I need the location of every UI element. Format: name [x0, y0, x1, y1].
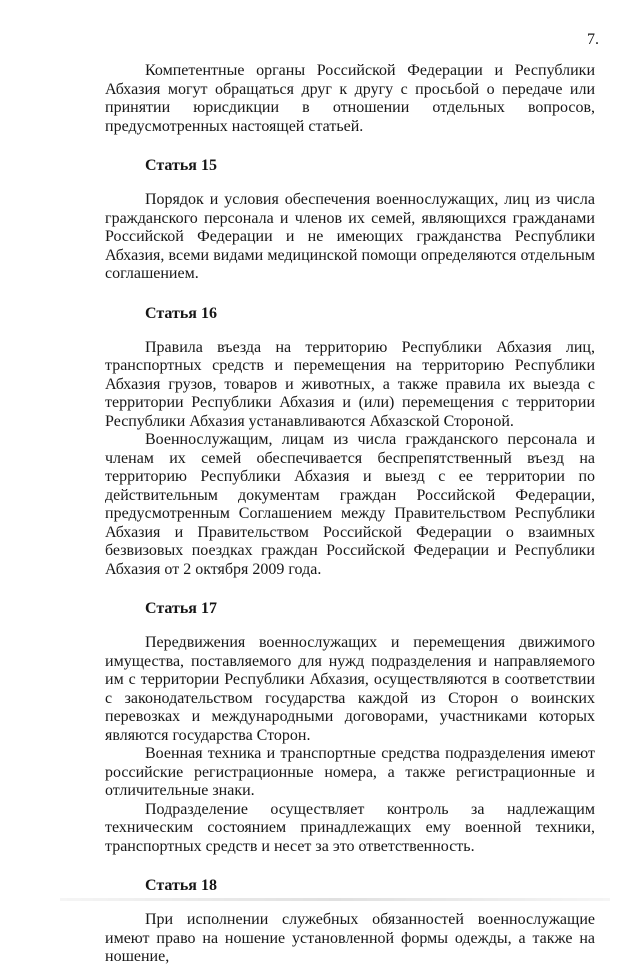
- article-17-paragraph-1: Передвижения военнослужащих и перемещения движимого имущества, поставляемого для нужд подразделения и направляемого им с территории Республики Абхазия, осуществляются в соответствии с законодательством государства каждой из Сторон о воинских перевозках и международными договорами, участниками которых являются государства Сторон.: [105, 634, 595, 744]
- article-17-paragraph-3: Подразделение осуществляет контроль за надлежащим техническим состоянием принадлежащих ему военной техники, транспортных средств и несет за это ответственность.: [105, 800, 595, 855]
- article-16: [105, 304, 595, 580]
- article-17-heading: Статья 17: [145, 600, 217, 617]
- article-18-heading: Статья 18: [145, 877, 217, 894]
- page-number: 7.: [587, 31, 599, 48]
- article-17: [105, 599, 595, 856]
- article-18: [105, 876, 595, 967]
- article-15-paragraph-1: Порядок и условия обеспечения военнослужащих, лиц из числа гражданского персонала и членов их семей, являющихся гражданами Российской Федерации и не имеющих гражданства Республики Абхазия, всеми видами медицинской помощи определяются отдельным соглашением.: [105, 191, 595, 282]
- article-16-heading: Статья 16: [145, 304, 217, 322]
- document-body: [105, 62, 595, 967]
- article-16-paragraph-1: Правила въезда на территорию Республики Абхазия лиц, транспортных средств и перемещения на территорию Республики Абхазия грузов, товаров и животных, а также правила их выезда с территории Республики Абхазия и (или) перемещения с территории Республики Абхазия устанавливаются Абхазской Стороной.: [105, 338, 595, 430]
- article-18-paragraph-1: При исполнении служебных обязанностей военнослужащие имеют право на ношение установленной формы одежды, а также на ношение,: [105, 911, 595, 965]
- article-15-heading: Статья 15: [145, 157, 217, 174]
- scan-bottom-edge: [60, 898, 610, 901]
- article-16-paragraph-2: Военнослужащим, лицам из числа гражданского персонала и членам их семей обеспечивается беспрепятственный въезд на территорию Республики Абхазия и выезд с ее территории по действительным документам граждан Российской Федерации, предусмотренным Соглашением между Правительством Республики Абхазия и Правительством Российской Федерации о взаимных безвизовых поездках граждан Российской Федерации и Республики Абхазия от 2 октября 2009 года.: [105, 431, 595, 578]
- article-17-paragraph-2: Военная техника и транспортные средства подразделения имеют российские регистрационные номера, а также регистрационные и отличительные знаки.: [105, 745, 595, 799]
- intro-paragraph: Компетентные органы Российской Федерации и Республики Абхазия могут обращаться друг к другу с просьбой о передаче или принятии юрисдикции в отношении отдельных вопросов, предусмотренных настоящей статьей.: [105, 62, 595, 135]
- article-15: [105, 156, 595, 284]
